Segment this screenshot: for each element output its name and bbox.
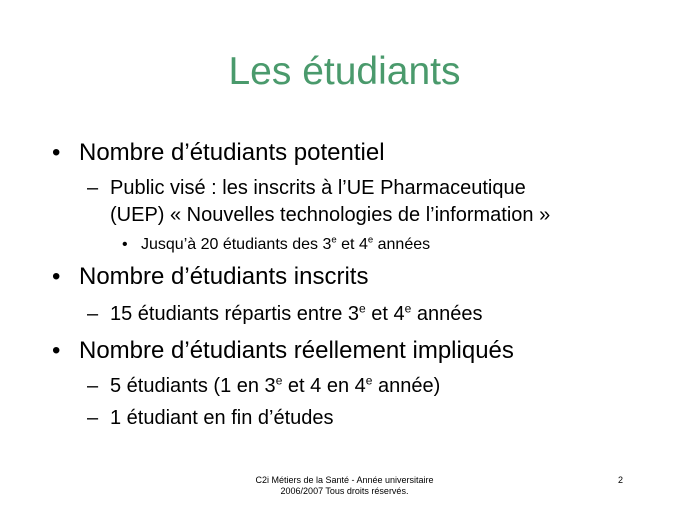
slide-title: Les étudiants	[228, 50, 461, 93]
bullet-text: Nombre d’étudiants réellement impliqués	[79, 337, 514, 364]
sub-bullet-marker: –	[87, 303, 99, 325]
bullet-marker: •	[52, 337, 61, 364]
bullet-marker: •	[52, 139, 61, 166]
sub-bullet-text-line2: (UEP) « Nouvelles technologies de l’information »	[110, 204, 551, 226]
bullet-marker: •	[52, 263, 61, 290]
sub-bullet-marker: –	[87, 177, 99, 199]
slide-footer	[200, 475, 489, 497]
page-number: 2	[618, 475, 624, 485]
footer-line: C2i Métiers de la Santé - Année universitaire	[255, 475, 434, 485]
sub-bullet-text: 1 étudiant en fin d’études	[110, 407, 334, 429]
sub-sub-bullet-marker: •	[122, 236, 128, 253]
sub-bullet-marker: –	[87, 375, 99, 397]
sub-bullet-marker: –	[87, 407, 99, 429]
sub-bullet-text: 5 étudiants (1 en 3e et 4 en 4e année)	[110, 373, 441, 397]
sub-sub-bullet-text: Jusqu’à 20 étudiants des 3e et 4e années	[141, 234, 431, 253]
sub-bullet-text: 15 étudiants répartis entre 3e et 4e années	[110, 301, 483, 325]
bullet-text: Nombre d’étudiants potentiel	[79, 139, 385, 166]
sub-bullet-text-line1: Public visé : les inscrits à l’UE Pharmaceutique	[110, 177, 526, 199]
footer-line: 2006/2007 Tous droits réservés.	[280, 486, 409, 496]
bullet-text: Nombre d’étudiants inscrits	[79, 263, 369, 290]
